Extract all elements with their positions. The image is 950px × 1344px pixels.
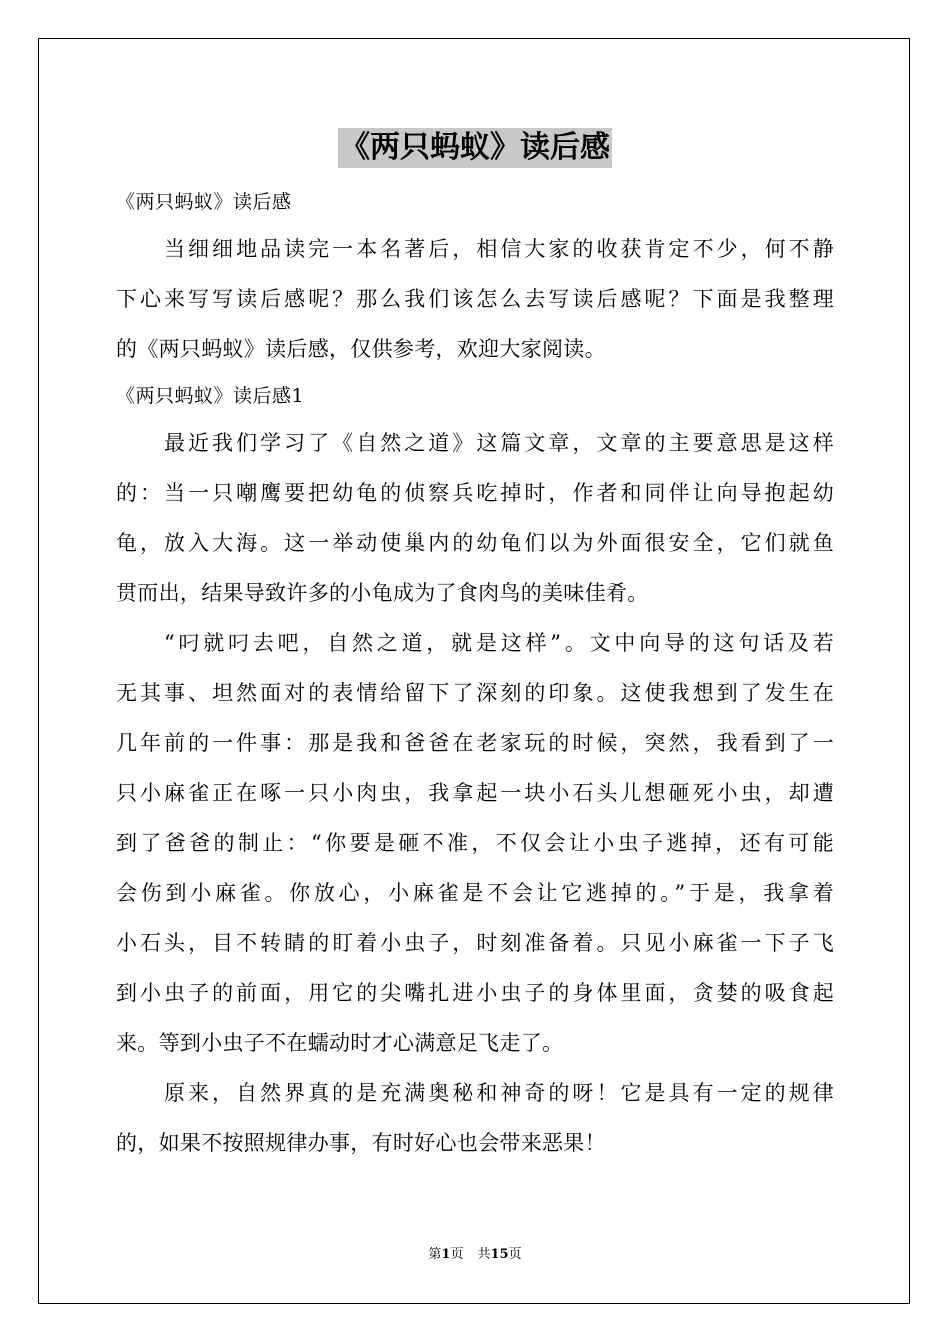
total-page-count: 15 <box>490 1247 509 1262</box>
total-suffix: 页 <box>508 1247 522 1262</box>
text-line: 下心来写写读后感呢？那么我们该怎么去写读后感呢？下面是我整理 <box>116 287 834 311</box>
document-subtitle: 《两只蚂蚁》读后感 <box>116 191 292 213</box>
intro-paragraph <box>116 224 834 374</box>
text-line: 的：当一只嘲鹰要把幼龟的侦察兵吃掉时，作者和同伴让向导抱起幼 <box>116 481 834 505</box>
text-line: 几年前的一件事：那是我和爸爸在老家玩的时候，突然，我看到了一 <box>116 731 834 755</box>
text-line: 无其事、坦然面对的表情给留下了深刻的印象。这使我想到了发生在 <box>116 681 834 705</box>
paragraph-3 <box>116 1068 834 1168</box>
page-footer <box>0 1246 950 1264</box>
text-line: 龟，放入大海。这一举动使巢内的幼龟们以为外面很安全，它们就鱼 <box>116 531 834 555</box>
total-prefix: 共 <box>477 1247 491 1262</box>
section-heading: 《两只蚂蚁》读后感1 <box>116 385 305 407</box>
text-line: 的，如果不按照规律办事，有时好心也会带来恶果！ <box>116 1131 606 1155</box>
text-line: 最近我们学习了《自然之道》这篇文章，文章的主要意思是这样 <box>164 431 834 455</box>
text-line: 原来，自然界真的是充满奥秘和神奇的呀！它是具有一定的规律 <box>164 1081 834 1105</box>
paragraph-1 <box>116 418 834 618</box>
current-page-number: 1 <box>441 1247 451 1262</box>
text-line: 当细细地品读完一本名著后，相信大家的收获肯定不少，何不静 <box>164 237 834 261</box>
text-line: 会伤到小麻雀。你放心，小麻雀是不会让它逃掉的。”于是，我拿着 <box>116 881 834 905</box>
text-line: 只小麻雀正在啄一只小肉虫，我拿起一块小石头儿想砸死小虫，却遭 <box>116 781 834 805</box>
text-line: 到小虫子的前面，用它的尖嘴扎进小虫子的身体里面，贪婪的吸食起 <box>116 981 834 1005</box>
text-line: 到了爸爸的制止：“你要是砸不准，不仅会让小虫子逃掉，还有可能 <box>116 831 834 855</box>
title-container <box>0 128 950 168</box>
text-line: 来。等到小虫子不在蠕动时才心满意足飞走了。 <box>116 1031 564 1055</box>
text-line: 贯而出，结果导致许多的小龟成为了食肉鸟的美味佳肴。 <box>116 581 649 605</box>
document-body <box>116 180 834 1168</box>
page-prefix: 第 <box>428 1247 442 1262</box>
paragraph-2 <box>116 618 834 1068</box>
document-title: 《两只蚂蚁》读后感 <box>338 128 612 168</box>
text-line: 小石头，目不转睛的盯着小虫子，时刻准备着。只见小麻雀一下子飞 <box>116 931 834 955</box>
text-line: “叼就叼去吧，自然之道，就是这样”。文中向导的这句话及若 <box>164 631 834 655</box>
page-suffix: 页 <box>450 1247 464 1262</box>
text-line: 的《两只蚂蚁》读后感，仅供参考，欢迎大家阅读。 <box>116 337 606 361</box>
